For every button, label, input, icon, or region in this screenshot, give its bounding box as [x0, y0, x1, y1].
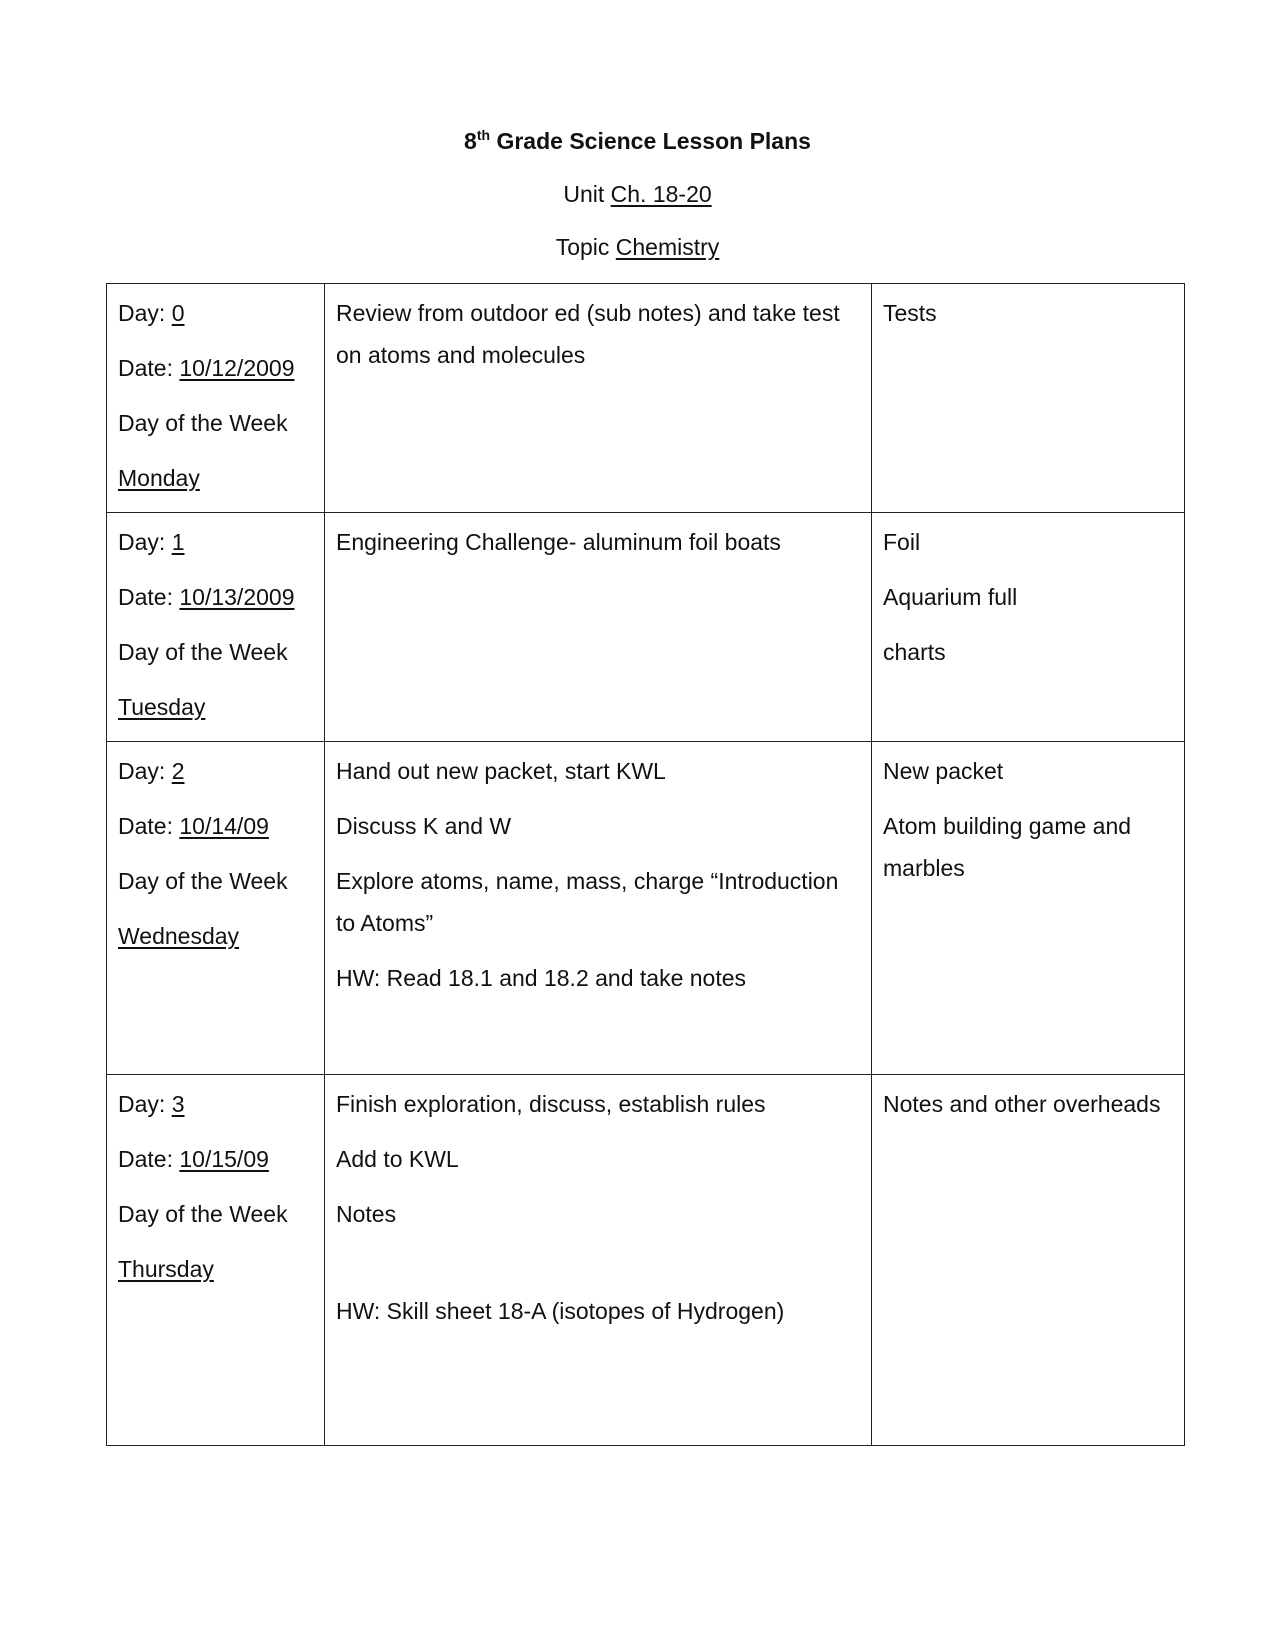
weekday-value: Wednesday: [118, 923, 240, 949]
date-line: [118, 576, 314, 631]
material-item: Aquarium full: [883, 584, 1018, 610]
date-label: Date:: [118, 355, 180, 381]
activity-item: Review from outdoor ed (sub notes) and take test on atoms and molecules: [336, 300, 840, 368]
day-cell: [107, 1075, 325, 1446]
table-row: [107, 1075, 1185, 1446]
material-item: Foil: [883, 529, 921, 555]
activity-item: Discuss K and W: [336, 813, 512, 839]
activities-cell: [325, 742, 872, 1075]
weekday-value: Thursday: [118, 1256, 214, 1282]
day-number: 0: [171, 300, 185, 326]
day-number: 1: [171, 529, 185, 555]
date-value: 10/12/2009: [179, 355, 295, 381]
day-label: Day:: [118, 300, 172, 326]
dow-label: Day of the Week: [118, 1201, 288, 1227]
materials-cell: [872, 284, 1185, 513]
activities-cell: [325, 284, 872, 513]
day-cell: [107, 742, 325, 1075]
topic-value: Chemistry: [615, 234, 720, 260]
unit-line: [0, 181, 1275, 208]
materials-cell: [872, 513, 1185, 742]
dow-label: Day of the Week: [118, 410, 288, 436]
materials-cell: [872, 1075, 1185, 1446]
date-label: Date:: [118, 1146, 180, 1172]
dow-label: Day of the Week: [118, 868, 288, 894]
table-row: [107, 513, 1185, 742]
table-row: [107, 284, 1185, 513]
title-grade-suffix: th: [476, 127, 491, 143]
date-value: 10/13/2009: [179, 584, 295, 610]
activity-item: Finish exploration, discuss, establish rules: [336, 1091, 766, 1117]
day-line: [118, 1083, 314, 1138]
date-label: Date:: [118, 584, 180, 610]
date-value: 10/15/09: [179, 1146, 269, 1172]
activities-cell: [325, 1075, 872, 1446]
material-item: Notes and other overheads: [883, 1091, 1161, 1117]
day-line: [118, 521, 314, 576]
activity-item: HW: Skill sheet 18-A (isotopes of Hydrogen): [336, 1298, 785, 1324]
material-item: Tests: [883, 300, 937, 326]
activities-cell: [325, 513, 872, 742]
date-label: Date:: [118, 813, 180, 839]
day-label: Day:: [118, 529, 172, 555]
material-item: charts: [883, 639, 946, 665]
document-title: [0, 128, 1275, 155]
material-item: Atom building game and marbles: [883, 813, 1132, 881]
title-text: Grade Science Lesson Plans: [490, 128, 811, 154]
day-number: 2: [171, 758, 185, 784]
unit-value: Ch. 18-20: [610, 181, 712, 207]
date-line: [118, 805, 314, 860]
day-label: Day:: [118, 758, 172, 784]
material-item: New packet: [883, 758, 1004, 784]
activity-item: Hand out new packet, start KWL: [336, 758, 666, 784]
activity-item: Explore atoms, name, mass, charge “Introduction to Atoms”: [336, 868, 839, 936]
activity-item: Engineering Challenge- aluminum foil boats: [336, 529, 781, 555]
date-value: 10/14/09: [179, 813, 269, 839]
lesson-plan-table: [106, 283, 1185, 1446]
unit-label: Unit: [563, 181, 611, 207]
topic-label: Topic: [555, 234, 616, 260]
date-line: [118, 347, 314, 402]
weekday-value: Monday: [118, 465, 200, 491]
title-grade-number: 8: [464, 128, 477, 154]
activity-item: Notes: [336, 1201, 397, 1227]
table-row: [107, 742, 1185, 1075]
activity-item: HW: Read 18.1 and 18.2 and take notes: [336, 965, 747, 991]
day-label: Day:: [118, 1091, 172, 1117]
dow-label: Day of the Week: [118, 639, 288, 665]
materials-cell: [872, 742, 1185, 1075]
day-cell: [107, 513, 325, 742]
day-number: 3: [171, 1091, 185, 1117]
day-line: [118, 750, 314, 805]
weekday-value: Tuesday: [118, 694, 206, 720]
day-cell: [107, 284, 325, 513]
topic-line: [0, 234, 1275, 261]
activity-item: Add to KWL: [336, 1146, 459, 1172]
day-line: [118, 292, 314, 347]
date-line: [118, 1138, 314, 1193]
